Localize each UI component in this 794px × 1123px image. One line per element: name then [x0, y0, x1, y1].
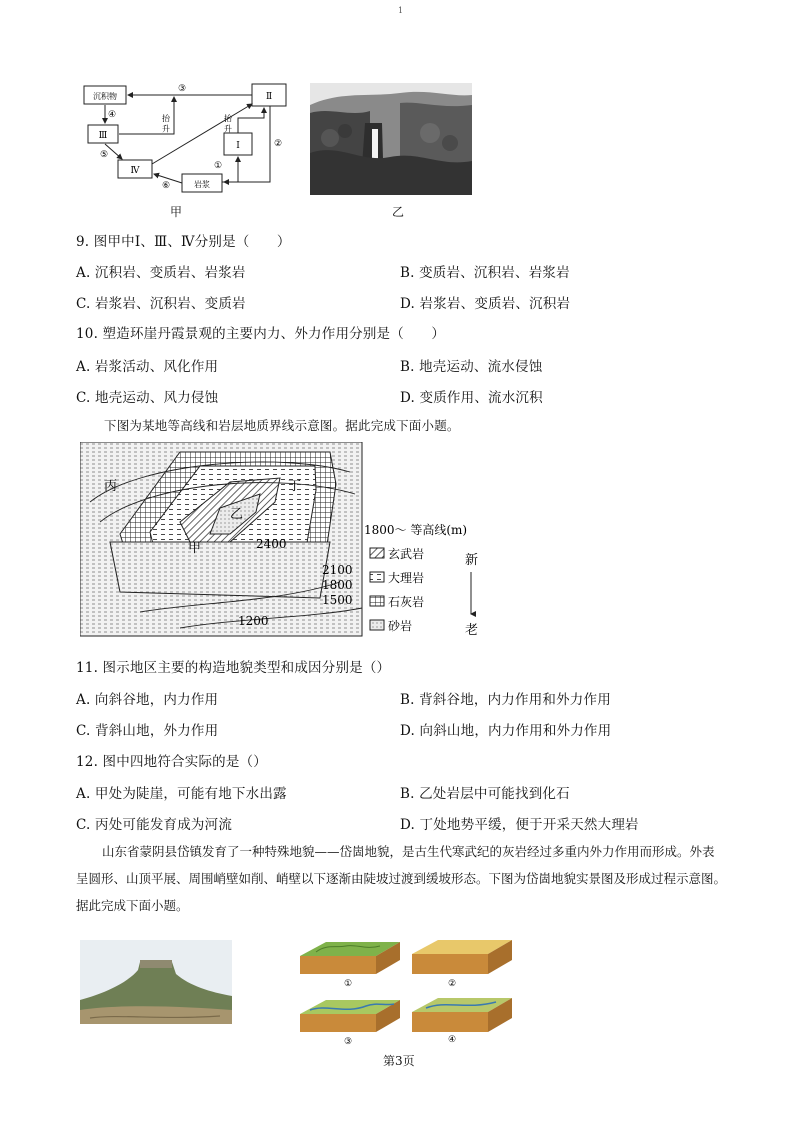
legend-old: 老	[465, 623, 479, 638]
arrow-label-3: ③	[178, 84, 187, 94]
page-mark: 1	[398, 6, 404, 15]
rock-III-label: Ⅲ	[98, 131, 108, 141]
legend-sandstone: 砂岩	[388, 619, 413, 633]
legend-new: 新	[465, 553, 479, 568]
q11-option-a[interactable]: A. 向斜谷地，内力作用	[76, 692, 219, 708]
q9-option-a[interactable]: A. 沉积岩、变质岩、岩浆岩	[76, 265, 246, 281]
q12-option-a[interactable]: A. 甲处为陡崖，可能有地下水出露	[76, 786, 287, 802]
legend-marble: 大理岩	[388, 571, 425, 585]
q11-stem: 11. 图示地区主要的构造地貌类型和成因分别是（）	[76, 660, 391, 676]
q9-option-b[interactable]: B. 变质岩、沉积岩、岩浆岩	[400, 265, 570, 281]
dagu-photo	[80, 940, 232, 1024]
stage-3-block	[300, 1000, 400, 1032]
legend-limestone-swatch	[370, 596, 384, 606]
contour-1800: 1800	[322, 578, 353, 592]
arrow-label-6: ⑥	[162, 181, 171, 191]
label-jia: 甲	[188, 541, 202, 556]
legend-basalt: 玄武岩	[388, 547, 425, 561]
page-number: 第3页	[383, 1054, 415, 1068]
intro-geo-map: 下图为某地等高线和岩层地质界线示意图。据此完成下面小题。	[104, 418, 460, 433]
geologic-map	[80, 442, 500, 638]
stage-4-block	[412, 998, 512, 1032]
q10-option-b[interactable]: B. 地壳运动、流水侵蚀	[400, 359, 543, 375]
q12-option-c[interactable]: C. 丙处可能发育成为河流	[76, 817, 233, 833]
rock-I-label: Ⅰ	[236, 141, 240, 151]
stage-1-block	[300, 942, 400, 974]
rock-cycle-diagram	[78, 78, 298, 198]
q9-option-d[interactable]: D. 岩浆岩、变质岩、沉积岩	[400, 296, 571, 312]
arrow-label-5: ⑤	[100, 150, 109, 160]
q10-option-d[interactable]: D. 变质作用、流水沉积	[400, 390, 543, 406]
q9-option-c[interactable]: C. 岩浆岩、沉积岩、变质岩	[76, 296, 246, 312]
figure-yi-caption: 乙	[392, 205, 405, 219]
q9-stem: 9. 图甲中Ⅰ、Ⅲ、Ⅳ分别是（ ）	[76, 234, 291, 250]
figure-jia-caption: 甲	[170, 205, 183, 219]
legend-marble-swatch	[370, 572, 384, 582]
intro-dagu: 山东省蒙阴县岱镇发育了一种特殊地貌——岱崮地貌，是古生代寒武纪的灰岩经过多重内外力作用而形成。外表呈圆形、山顶平展、周围峭壁如削、峭壁以下逐渐由陡坡过渡到缓坡形态。下图为岱崮地貌实景图及形成过程示意图。据此完成下面小题。	[76, 844, 727, 913]
q10-option-a[interactable]: A. 岩浆活动、风化作用	[76, 359, 219, 375]
q11-option-b[interactable]: B. 背斜谷地，内力作用和外力作用	[400, 692, 611, 708]
rock-IV-label: Ⅳ	[130, 166, 140, 176]
legend-contour: 1800～ 等高线(m)	[364, 523, 468, 537]
q12-option-d[interactable]: D. 丁处地势平缓，便于开采天然大理岩	[400, 817, 639, 833]
q12-stem: 12. 图中四地符合实际的是（）	[76, 754, 267, 770]
legend-sandstone-swatch	[370, 620, 384, 630]
stage-2-block	[412, 940, 512, 974]
q11-option-d[interactable]: D. 向斜山地，内力作用和外力作用	[400, 723, 612, 739]
magma-label: 岩浆	[194, 180, 210, 189]
q10-stem: 10. 塑造环崖丹霞景观的主要内力、外力作用分别是（ ）	[76, 326, 446, 342]
label-yi: 乙	[230, 507, 244, 522]
arrow-label-1: ①	[214, 161, 223, 171]
contour-1500: 1500	[322, 593, 353, 607]
arrow-label-2: ②	[274, 139, 283, 149]
contour-1200: 1200	[238, 614, 269, 628]
q12-option-b[interactable]: B. 乙处岩层中可能找到化石	[400, 786, 570, 802]
stage-1-label: ①	[343, 979, 353, 989]
sediment-label: 沉积物	[93, 92, 117, 101]
stage-3-label: ③	[343, 1037, 353, 1046]
waterfall-photo	[310, 83, 472, 195]
uplift-label-a: 抬 升	[161, 114, 171, 133]
arrow-I-uplift	[238, 108, 264, 133]
dagu-formation-diagram	[296, 934, 522, 1046]
contour-2100: 2100	[322, 563, 353, 577]
contour-2400: 2400	[256, 537, 287, 551]
q11-option-c[interactable]: C. 背斜山地，外力作用	[76, 723, 219, 739]
uplift-label-b: 抬 升	[223, 114, 233, 133]
stage-2-label: ②	[447, 979, 457, 989]
arrow-magma-to-I	[222, 157, 238, 182]
label-ding: 丁	[288, 479, 302, 494]
label-bing: 丙	[104, 479, 118, 494]
legend-limestone: 石灰岩	[388, 595, 425, 609]
legend-basalt-swatch	[370, 548, 384, 558]
arrow-label-4: ④	[108, 110, 117, 120]
rock-II-label: Ⅱ	[265, 92, 273, 102]
stage-4-label: ④	[447, 1035, 457, 1045]
q10-option-c[interactable]: C. 地壳运动、风力侵蚀	[76, 390, 219, 406]
